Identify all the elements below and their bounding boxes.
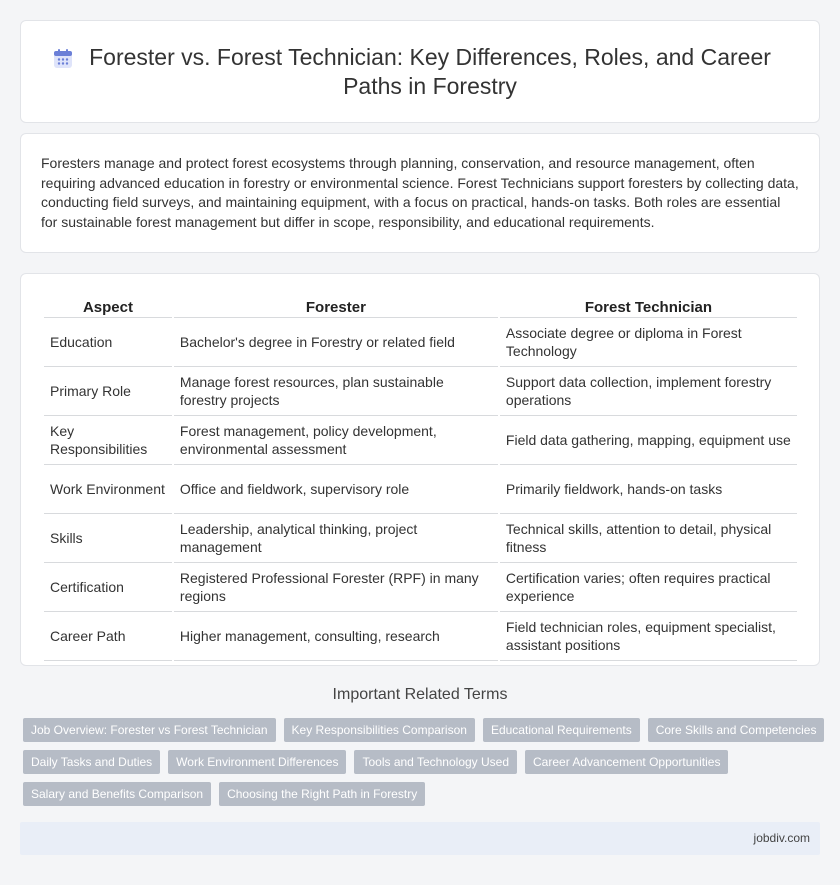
related-tag[interactable]: Choosing the Right Path in Forestry xyxy=(219,782,425,806)
cell-forester: Bachelor's degree in Forestry or related field xyxy=(174,318,498,367)
related-tag[interactable]: Tools and Technology Used xyxy=(354,750,517,774)
title-card xyxy=(20,20,820,123)
cell-forester: Registered Professional Forester (RPF) in many regions xyxy=(174,563,498,612)
header-aspect: Aspect xyxy=(44,292,172,318)
cell-aspect: Work Environment xyxy=(44,465,172,514)
cell-aspect: Skills xyxy=(44,514,172,563)
cell-technician: Certification varies; often requires practical experience xyxy=(500,563,797,612)
related-tag[interactable]: Key Responsibilities Comparison xyxy=(284,718,475,742)
table-row xyxy=(44,612,797,661)
table-row xyxy=(44,318,797,367)
related-tag[interactable]: Work Environment Differences xyxy=(168,750,346,774)
related-tag[interactable]: Daily Tasks and Duties xyxy=(23,750,160,774)
related-tag[interactable]: Salary and Benefits Comparison xyxy=(23,782,211,806)
cell-technician: Field technician roles, equipment specialist, assistant positions xyxy=(500,612,797,661)
related-tag[interactable]: Job Overview: Forester vs Forest Technician xyxy=(23,718,276,742)
cell-forester: Leadership, analytical thinking, project management xyxy=(174,514,498,563)
comparison-table xyxy=(42,292,799,661)
intro-paragraph: Foresters manage and protect forest ecosystems through planning, conservation, and resource management, often requiring advanced education in forestry or environmental science. Forest Technicians support foresters by collecting data, conducting field surveys, and maintaining equipment, with a focus on practical, hands-on tasks. Both roles are essential for sustainable forest management but differ in scope, responsibility, and educational requirements. xyxy=(41,155,799,230)
header-forest-technician: Forest Technician xyxy=(500,292,797,318)
table-row xyxy=(44,563,797,612)
footer xyxy=(20,822,820,855)
header-forester: Forester xyxy=(174,292,498,318)
related-tag[interactable]: Career Advancement Opportunities xyxy=(525,750,728,774)
table-row xyxy=(44,465,797,514)
cell-technician: Field data gathering, mapping, equipment use xyxy=(500,416,797,465)
related-tag[interactable]: Core Skills and Competencies xyxy=(648,718,825,742)
intro-card xyxy=(20,133,820,253)
table-row xyxy=(44,367,797,416)
cell-technician: Support data collection, implement forestry operations xyxy=(500,367,797,416)
page-title: Forester vs. Forest Technician: Key Differences, Roles, and Career Paths in Forestry xyxy=(89,43,771,99)
table-header-row xyxy=(44,292,797,318)
cell-aspect: Career Path xyxy=(44,612,172,661)
cell-technician: Primarily fieldwork, hands-on tasks xyxy=(500,465,797,514)
cell-forester: Manage forest resources, plan sustainable forestry projects xyxy=(174,367,498,416)
comparison-card xyxy=(20,273,820,666)
table-row xyxy=(44,416,797,465)
related-terms-heading: Important Related Terms xyxy=(332,686,508,703)
cell-aspect: Key Responsibilities xyxy=(44,416,172,465)
cell-forester: Office and fieldwork, supervisory role xyxy=(174,465,498,514)
footer-site-name[interactable]: jobdiv.com xyxy=(753,831,810,845)
table-row xyxy=(44,514,797,563)
related-terms-list xyxy=(23,718,823,814)
cell-forester: Higher management, consulting, research xyxy=(174,612,498,661)
related-tag[interactable]: Educational Requirements xyxy=(483,718,640,742)
cell-aspect: Education xyxy=(44,318,172,367)
cell-aspect: Certification xyxy=(44,563,172,612)
cell-aspect: Primary Role xyxy=(44,367,172,416)
cell-technician: Technical skills, attention to detail, physical fitness xyxy=(500,514,797,563)
cell-technician: Associate degree or diploma in Forest Technology xyxy=(500,318,797,367)
cell-forester: Forest management, policy development, environmental assessment xyxy=(174,416,498,465)
